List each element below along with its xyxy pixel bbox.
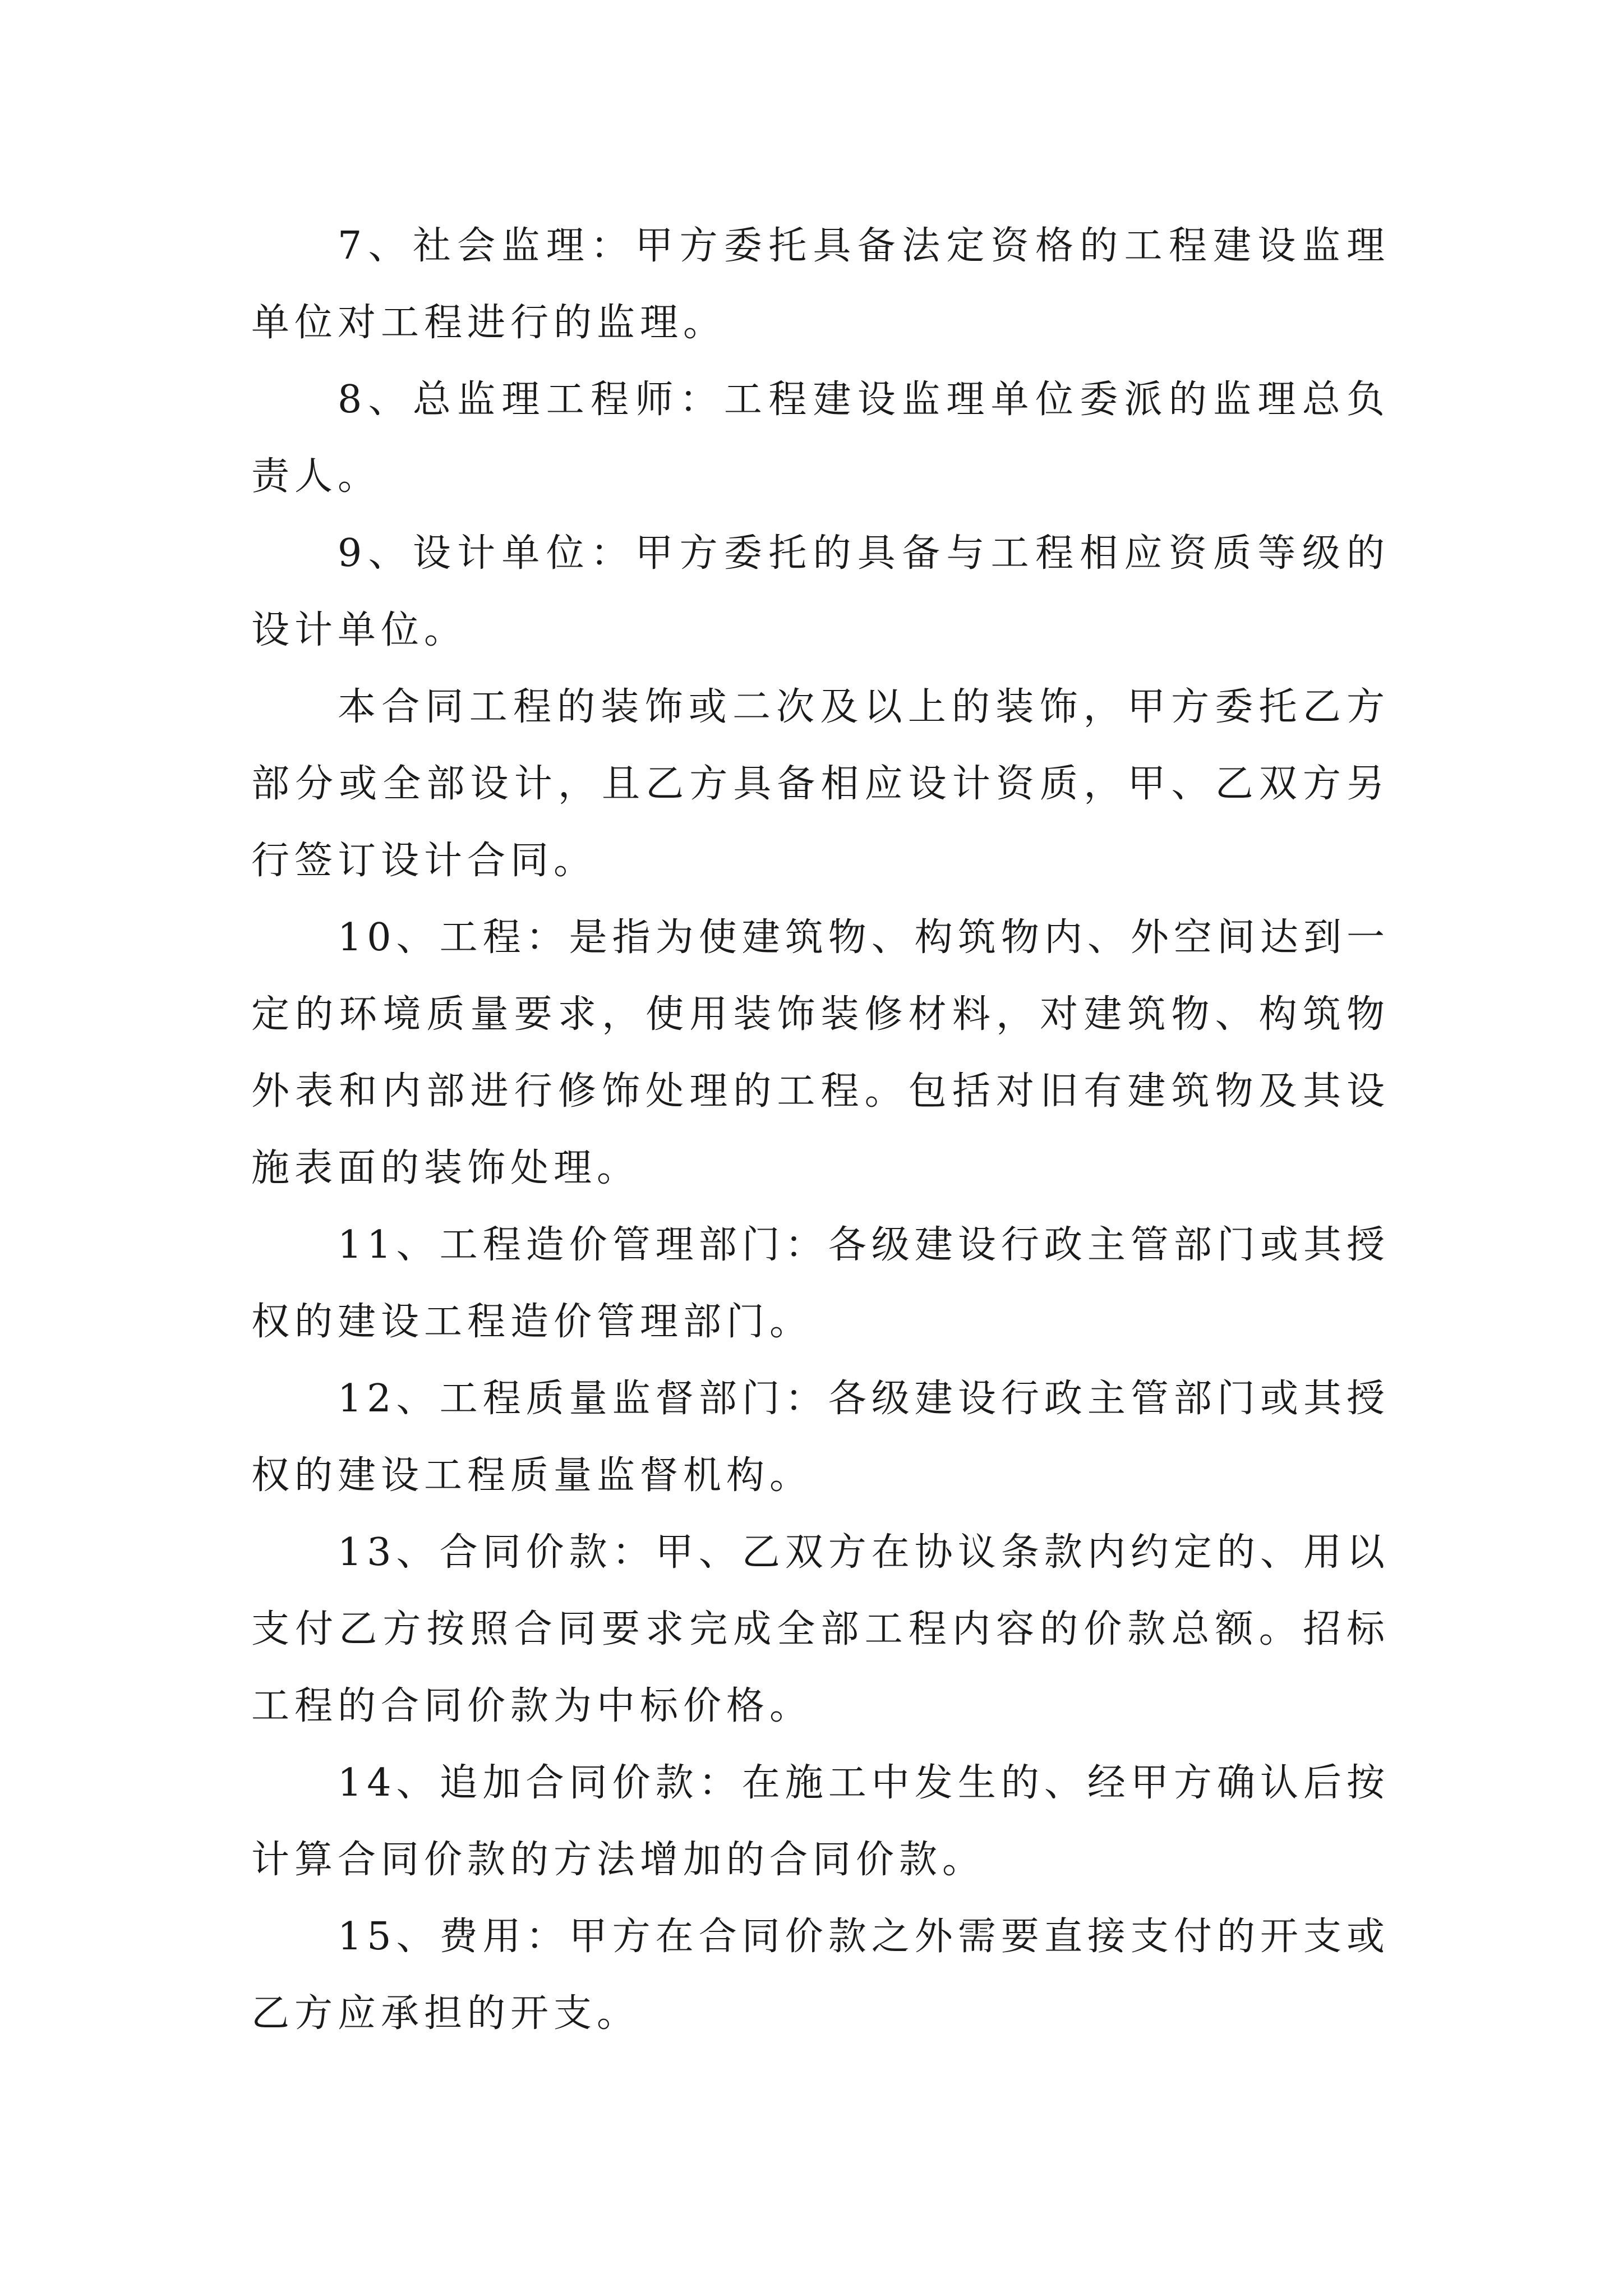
clause-project-definition: 10、工程：是指为使建筑物、构筑物内、外空间达到一定的环境质量要求，使用装饰装修材料，对建筑物、构筑物外表和内部进行修饰处理的工程。包括对旧有建筑物及其设施表面的装饰处理。 (251, 915, 1390, 1190)
clause-design-contract-note: 本合同工程的装饰或二次及以上的装饰，甲方委托乙方部分或全部设计，且乙方具备相应设计资质，甲、乙双方另行签订设计合同。 (251, 685, 1390, 883)
clause-social-supervision: 7、社会监理：甲方委托具备法定资格的工程建设监理单位对工程进行的监理。 (251, 224, 1390, 345)
clause-additional-contract-price: 14、追加合同价款：在施工中发生的、经甲方确认后按计算合同价款的方法增加的合同价款。 (251, 1761, 1390, 1882)
clause-chief-supervising-engineer: 8、总监理工程师：工程建设监理单位委派的监理总负责人。 (251, 378, 1390, 499)
clause-cost-management-department: 11、工程造价管理部门：各级建设行政主管部门或其授权的建设工程造价管理部门。 (251, 1223, 1390, 1344)
clause-quality-supervision-department: 12、工程质量监督部门：各级建设行政主管部门或其授权的建设工程质量监督机构。 (251, 1377, 1390, 1498)
clause-contract-price: 13、合同价款：甲、乙双方在协议条款内约定的、用以支付乙方按照合同要求完成全部工程内容的价款总额。招标工程的合同价款为中标价格。 (251, 1530, 1390, 1728)
clause-expenses: 15、费用：甲方在合同价款之外需要直接支付的开支或乙方应承担的开支。 (251, 1915, 1390, 2036)
document-body (251, 208, 1390, 2052)
clause-design-unit: 9、设计单位：甲方委托的具备与工程相应资质等级的设计单位。 (251, 531, 1390, 652)
